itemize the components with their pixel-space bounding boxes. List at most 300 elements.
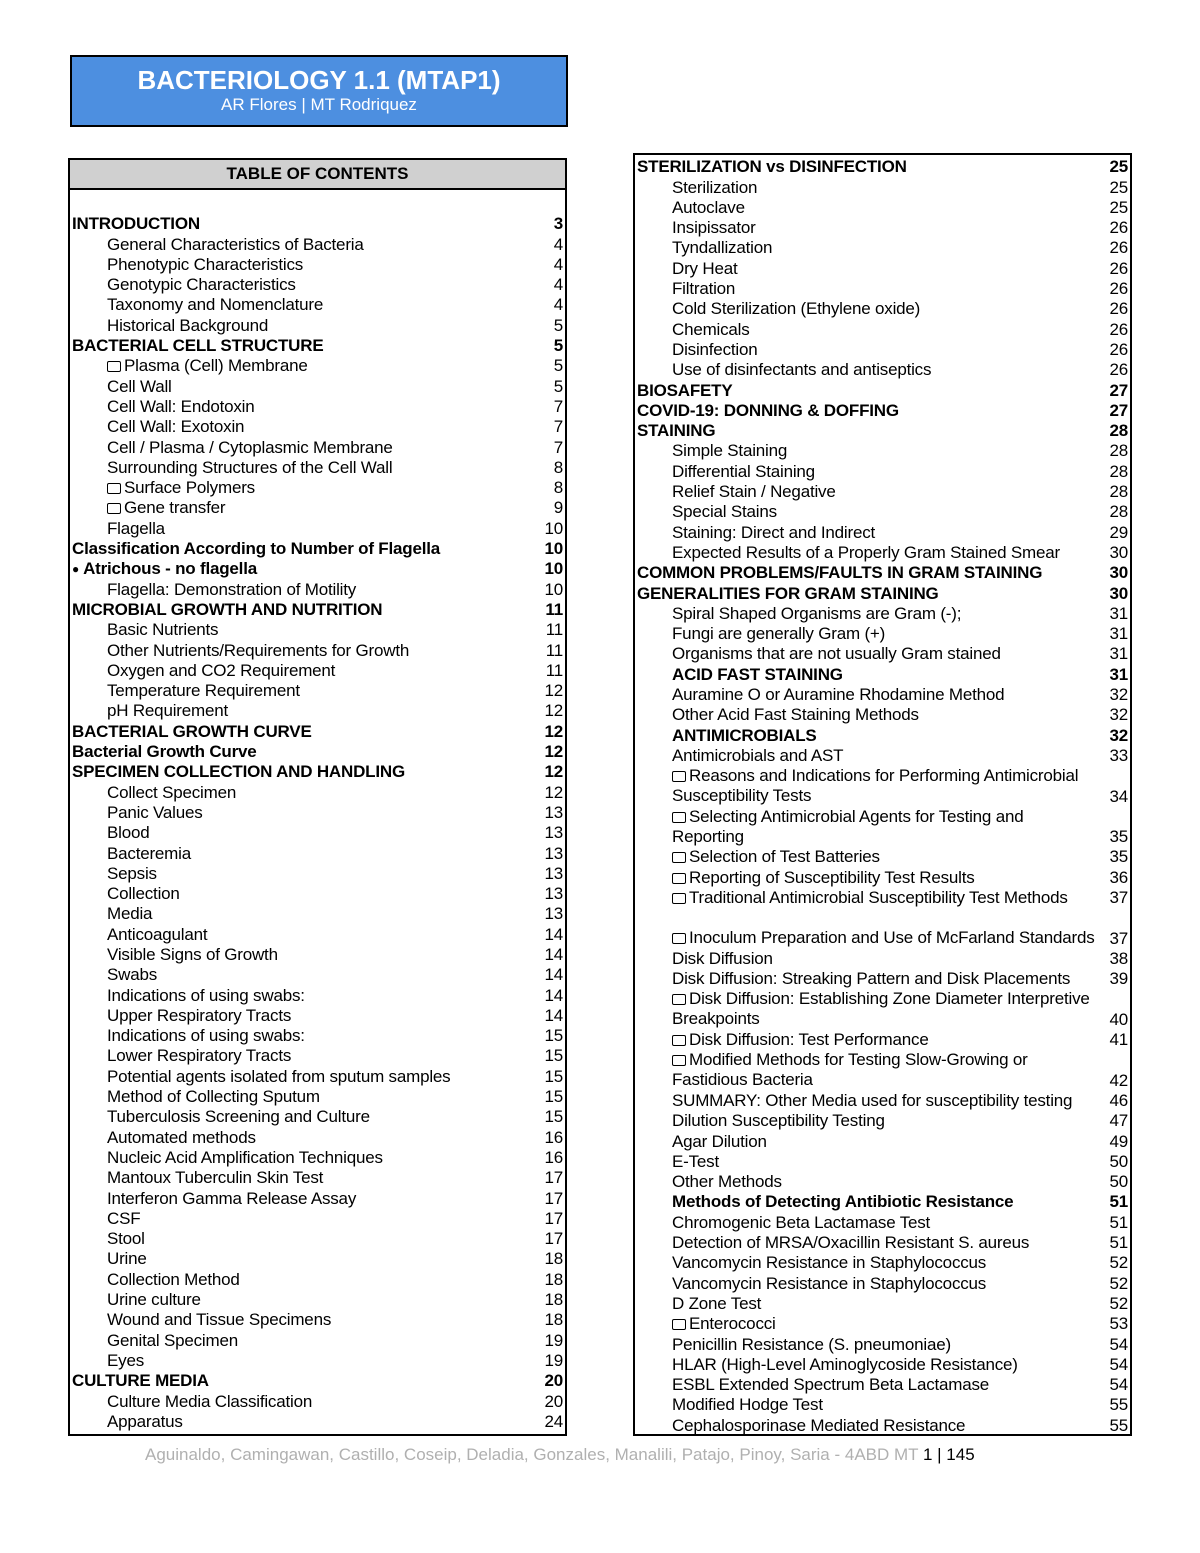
toc-entry-page: 55 (1109, 1395, 1128, 1415)
toc-entry[interactable] (70, 1026, 565, 1046)
toc-entry-text: Cell Wall: Exotoxin (107, 417, 245, 437)
toc-entry-label (635, 178, 1098, 198)
toc-entry-label (635, 563, 1098, 583)
toc-entry-label (635, 969, 1098, 989)
toc-entry-page: 27 (1109, 380, 1128, 400)
toc-entry[interactable] (70, 559, 565, 579)
toc-entry[interactable] (635, 1212, 1130, 1232)
toc-entry-page: 51 (1109, 1212, 1128, 1232)
toc-entry[interactable] (635, 380, 1130, 400)
toc-entry[interactable] (70, 275, 565, 295)
book-icon (107, 483, 121, 494)
toc-right-rows (635, 155, 1130, 1436)
toc-entry-text: Plasma (Cell) Membrane (124, 356, 308, 376)
toc-entry-text: Interferon Gamma Release Assay (107, 1188, 357, 1208)
toc-entry-page: 12 (544, 701, 563, 721)
toc-entry[interactable] (70, 498, 565, 518)
toc-entry-page: 25 (1109, 157, 1128, 177)
toc-entry-text: Differential Staining (672, 461, 815, 481)
toc-entry-text: D Zone Test (672, 1293, 762, 1313)
toc-entry[interactable] (70, 1107, 565, 1127)
toc-entry-text: Inoculum Preparation and Use of McFarland Standards (689, 928, 1095, 948)
toc-entry[interactable] (70, 661, 565, 681)
toc-entry-text: Special Stains (672, 502, 777, 522)
toc-entry[interactable] (635, 664, 1130, 684)
toc-entry-page: 5 (553, 336, 563, 356)
doc-authors: AR Flores | MT Rodriquez (221, 95, 417, 114)
toc-entry[interactable] (635, 989, 1130, 1030)
toc-entry-page: 10 (544, 539, 563, 559)
toc-entry-label (635, 482, 1098, 502)
toc-entry-label (635, 1132, 1098, 1152)
toc-entry-text: Vancomycin Resistance in Staphylococcus (672, 1253, 987, 1273)
toc-entry[interactable] (70, 721, 565, 741)
toc-entry[interactable] (635, 766, 1130, 807)
toc-entry-page: 20 (544, 1391, 563, 1411)
toc-entry-text: Staining: Direct and Indirect (672, 522, 876, 542)
toc-entry[interactable] (635, 360, 1130, 380)
toc-entry-text: Cephalosporinase Mediated Resistance (672, 1415, 966, 1435)
toc-entry-page: 18 (544, 1269, 563, 1289)
book-icon (672, 893, 686, 904)
toc-entry-label (70, 275, 533, 295)
toc-entry-label (70, 803, 533, 823)
toc-entry[interactable] (635, 583, 1130, 603)
toc-entry-label (70, 1270, 533, 1290)
toc-entry[interactable] (70, 945, 565, 965)
toc-entry[interactable] (70, 579, 565, 599)
toc-entry[interactable] (635, 441, 1130, 461)
toc-entry-label (635, 928, 1098, 948)
toc-entry-text: Method of Collecting Sputum (107, 1087, 320, 1107)
toc-entry[interactable] (70, 1209, 565, 1229)
toc-entry[interactable] (70, 417, 565, 437)
toc-entry[interactable] (70, 782, 565, 802)
toc-entry[interactable] (70, 255, 565, 275)
toc-entry-label (635, 157, 1098, 177)
toc-entry-text: Penicillin Resistance (S. pneumoniae) (672, 1334, 951, 1354)
toc-entry-label (70, 1189, 533, 1209)
toc-entry-page: 26 (1109, 360, 1128, 380)
toc-entry-page: 37 (1109, 928, 1128, 948)
toc-entry[interactable] (70, 397, 565, 417)
toc-entry-text: SPECIMEN COLLECTION AND HANDLING (72, 762, 405, 782)
toc-entry-page: 18 (544, 1310, 563, 1330)
toc-entry-text: Genital Specimen (107, 1330, 238, 1350)
toc-entry-page: 31 (1109, 603, 1128, 623)
toc-entry-label (70, 539, 533, 559)
toc-heading: TABLE OF CONTENTS (70, 160, 565, 190)
toc-entry[interactable] (635, 1294, 1130, 1314)
doc-title: BACTERIOLOGY 1.1 (MTAP1) (137, 65, 501, 95)
toc-entry[interactable] (635, 1273, 1130, 1293)
toc-entry-page: 16 (544, 1127, 563, 1147)
toc-entry[interactable] (70, 924, 565, 944)
toc-entry[interactable] (635, 949, 1130, 969)
toc-entry[interactable] (635, 319, 1130, 339)
toc-entry[interactable] (70, 620, 565, 640)
toc-entry[interactable] (635, 522, 1130, 542)
toc-entry[interactable] (635, 867, 1130, 887)
toc-entry-label (70, 620, 533, 640)
toc-entry-page: 19 (544, 1350, 563, 1370)
toc-entry-label (70, 438, 533, 458)
toc-entry-page: 31 (1109, 644, 1128, 664)
toc-entry-label (70, 1392, 533, 1412)
toc-entry-label (635, 665, 1098, 685)
toc-entry-text: pH Requirement (107, 701, 228, 721)
toc-entry[interactable] (635, 685, 1130, 705)
toc-entry[interactable] (70, 742, 565, 762)
toc-entry-label (70, 377, 533, 397)
toc-entry[interactable] (70, 539, 565, 559)
toc-entry-text: Spiral Shaped Organisms are Gram (-); (672, 603, 962, 623)
toc-entry-label (635, 1355, 1098, 1375)
toc-entry[interactable] (635, 1050, 1130, 1091)
toc-entry[interactable] (635, 1030, 1130, 1050)
toc-entry[interactable] (70, 1371, 565, 1391)
toc-entry[interactable] (635, 1334, 1130, 1354)
toc-entry[interactable] (70, 458, 565, 478)
toc-entry-text: BIOSAFETY (637, 380, 733, 400)
toc-entry-page: 4 (553, 275, 563, 295)
toc-entry-page: 9 (553, 498, 563, 518)
toc-entry-label (70, 498, 533, 518)
toc-entry-label (70, 884, 533, 904)
toc-entry-label (635, 989, 1098, 1030)
toc-entry-label (635, 401, 1098, 421)
toc-entry[interactable] (635, 705, 1130, 725)
toc-entry[interactable] (70, 1188, 565, 1208)
toc-entry-text: Collection (107, 884, 180, 904)
toc-entry-label (70, 1006, 533, 1026)
toc-entry-label (635, 1172, 1098, 1192)
toc-entry-text: GENERALITIES FOR GRAM STAINING (637, 583, 939, 603)
toc-entry-text: Disk Diffusion: Streaking Pattern and Disk Placements (672, 969, 1071, 989)
toc-entry[interactable] (70, 518, 565, 538)
toc-entry[interactable] (70, 437, 565, 457)
toc-entry[interactable] (635, 238, 1130, 258)
toc-entry-page: 3 (553, 214, 563, 234)
toc-entry[interactable] (70, 1127, 565, 1147)
toc-entry-label (635, 1294, 1098, 1314)
book-icon (107, 361, 121, 372)
toc-entry-text: Chromogenic Beta Lactamase Test (672, 1212, 931, 1232)
toc-entry-text: Auramine O or Auramine Rhodamine Method (672, 685, 1005, 705)
toc-entry[interactable] (70, 214, 565, 234)
toc-entry-label (635, 1152, 1098, 1172)
toc-entry-text: Cold Sterilization (Ethylene oxide) (672, 299, 921, 319)
toc-entry-text: Bacteremia (107, 843, 191, 863)
toc-entry-text: Blood (107, 823, 150, 843)
toc-entry[interactable] (70, 478, 565, 498)
toc-entry-page: 26 (1109, 299, 1128, 319)
toc-entry-text: Dilution Susceptibility Testing (672, 1111, 885, 1131)
toc-entry[interactable] (635, 482, 1130, 502)
toc-entry-label (635, 259, 1098, 279)
toc-entry-label (70, 864, 533, 884)
toc-entry-label (635, 644, 1098, 664)
toc-entry-label (70, 214, 533, 234)
toc-entry-text: HLAR (High-Level Aminoglycoside Resistance) (672, 1354, 1018, 1374)
toc-entry[interactable] (70, 1290, 565, 1310)
toc-entry-label (635, 1091, 1098, 1111)
toc-entry[interactable] (70, 823, 565, 843)
toc-entry-text: Relief Stain / Negative (672, 482, 836, 502)
toc-entry[interactable] (635, 543, 1130, 563)
toc-entry-label (635, 685, 1098, 705)
toc-entry[interactable] (635, 279, 1130, 299)
toc-entry-page: 4 (553, 254, 563, 274)
toc-entry-page: 15 (544, 1107, 563, 1127)
toc-entry[interactable] (635, 908, 1130, 949)
toc-entry[interactable] (70, 1006, 565, 1026)
toc-entry-label (70, 641, 533, 661)
toc-entry-page: 25 (1109, 177, 1128, 197)
toc-entry[interactable] (635, 1172, 1130, 1192)
toc-entry[interactable] (70, 701, 565, 721)
toc-entry[interactable] (635, 1111, 1130, 1131)
toc-entry[interactable] (70, 600, 565, 620)
toc-entry[interactable] (635, 624, 1130, 644)
toc-entry-page: 7 (553, 417, 563, 437)
toc-entry[interactable] (635, 746, 1130, 766)
toc-entry-label (70, 965, 533, 985)
toc-entry[interactable] (70, 1310, 565, 1330)
toc-entry-text: Filtration (672, 279, 736, 299)
toc-entry[interactable] (635, 1192, 1130, 1212)
toc-entry[interactable] (70, 376, 565, 396)
toc-entry-text: Swabs (107, 965, 158, 985)
toc-entry-page: 17 (544, 1188, 563, 1208)
toc-entry[interactable] (635, 502, 1130, 522)
toc-entry[interactable] (70, 1391, 565, 1411)
toc-entry[interactable] (635, 1375, 1130, 1395)
toc-entry-page: 12 (544, 721, 563, 741)
toc-entry[interactable] (70, 640, 565, 660)
toc-entry[interactable] (70, 985, 565, 1005)
toc-entry-page: 11 (545, 640, 563, 660)
toc-entry-page: 49 (1109, 1131, 1128, 1151)
toc-entry-text: ACID FAST STAINING (672, 664, 843, 684)
toc-entry[interactable] (635, 299, 1130, 319)
toc-entry[interactable] (635, 1314, 1130, 1334)
toc-entry-page: 42 (1109, 1070, 1128, 1090)
toc-entry[interactable] (635, 177, 1130, 197)
toc-entry-label (70, 904, 533, 924)
toc-entry[interactable] (635, 421, 1130, 441)
toc-entry-page: 30 (1109, 563, 1128, 583)
toc-entry[interactable] (635, 1253, 1130, 1273)
toc-entry-text: Disinfection (672, 339, 758, 359)
toc-entry[interactable] (70, 1249, 565, 1269)
toc-entry-label (635, 604, 1098, 624)
toc-entry-page: 35 (1109, 827, 1128, 847)
toc-entry[interactable] (70, 234, 565, 254)
book-icon (672, 1035, 686, 1046)
toc-entry-text: Upper Respiratory Tracts (107, 1005, 292, 1025)
toc-entry-text: Other Methods (672, 1172, 782, 1192)
toc-entry-text: Indications of using swabs: (107, 985, 305, 1005)
toc-entry-text: Panic Values (107, 802, 203, 822)
toc-entry-label (70, 1371, 533, 1391)
toc-entry[interactable] (70, 884, 565, 904)
toc-entry-text: SUMMARY: Other Media used for susceptibility testing (672, 1090, 1073, 1110)
toc-entry-page: 5 (553, 315, 563, 335)
toc-entry[interactable] (70, 904, 565, 924)
toc-entry[interactable] (70, 965, 565, 985)
toc-entry[interactable] (70, 762, 565, 782)
toc-entry-label (635, 1314, 1098, 1334)
toc-entry-text: COVID-19: DONNING & DOFFING (637, 400, 899, 420)
toc-entry[interactable] (635, 401, 1130, 421)
toc-entry-label (70, 742, 533, 762)
toc-entry-page: 32 (1109, 705, 1128, 725)
toc-entry-page: 18 (544, 1249, 563, 1269)
footer (145, 1445, 975, 1465)
toc-entry-page: 52 (1109, 1293, 1128, 1313)
toc-entry[interactable] (70, 1330, 565, 1350)
toc-entry-page: 33 (1109, 745, 1128, 765)
toc-entry[interactable] (635, 1395, 1130, 1415)
toc-entry-text: Modified Hodge Test (672, 1395, 823, 1415)
toc-entry-page: 8 (553, 478, 563, 498)
toc-entry-text: Flagella: Demonstration of Motility (107, 579, 357, 599)
toc-entry-page: 36 (1109, 867, 1128, 887)
toc-entry-page: 30 (1109, 542, 1128, 562)
toc-entry-page: 15 (544, 1046, 563, 1066)
footer-page-number: 1 | 145 (922, 1445, 975, 1464)
toc-entry[interactable] (70, 1148, 565, 1168)
toc-entry-page: 11 (545, 599, 563, 619)
toc-entry-label (70, 1067, 533, 1087)
toc-entry-text: Traditional Antimicrobial Susceptibility Test Methods (689, 887, 1068, 907)
toc-entry-label (70, 1128, 533, 1148)
toc-entry-label (635, 238, 1098, 258)
toc-entry[interactable] (635, 725, 1130, 745)
toc-entry-label (635, 1192, 1098, 1212)
toc-entry[interactable] (70, 356, 565, 376)
toc-entry[interactable] (635, 969, 1130, 989)
toc-entry-label (70, 559, 533, 579)
toc-entry-page: 50 (1109, 1172, 1128, 1192)
toc-entry-text: General Characteristics of Bacteria (107, 234, 364, 254)
toc-entry[interactable] (70, 843, 565, 863)
toc-entry-text: Automated methods (107, 1127, 256, 1147)
toc-entry-page: 34 (1109, 786, 1128, 806)
toc-entry[interactable] (635, 807, 1130, 848)
toc-entry-page: 37 (1109, 887, 1128, 907)
toc-entry-label (70, 681, 533, 701)
toc-entry-label (70, 255, 533, 275)
toc-entry[interactable] (635, 461, 1130, 481)
toc-entry-text: Phenotypic Characteristics (107, 254, 304, 274)
toc-entry-page: 13 (544, 843, 563, 863)
toc-entry-label (70, 235, 533, 255)
toc-entry-text: Gene transfer (124, 498, 226, 518)
toc-entry[interactable] (70, 336, 565, 356)
toc-entry-text: Bacterial Growth Curve (72, 742, 257, 762)
toc-entry-label (70, 661, 533, 681)
toc-entry[interactable] (635, 888, 1130, 908)
toc-entry-label (635, 584, 1098, 604)
toc-entry[interactable] (635, 847, 1130, 867)
toc-entry[interactable] (635, 258, 1130, 278)
toc-entry-label (635, 705, 1098, 725)
toc-entry[interactable] (70, 1351, 565, 1371)
toc-entry-label (70, 600, 533, 620)
toc-entry-page: 7 (553, 396, 563, 416)
toc-entry-label (635, 1213, 1098, 1233)
toc-entry[interactable] (635, 340, 1130, 360)
toc-entry[interactable] (635, 218, 1130, 238)
toc-entry-text: Classification According to Number of Flagella (72, 539, 441, 559)
toc-entry-page: 39 (1109, 969, 1128, 989)
toc-entry-page: 31 (1109, 624, 1128, 644)
toc-entry-page: 28 (1109, 502, 1128, 522)
toc-entry[interactable] (70, 803, 565, 823)
toc-entry[interactable] (70, 1087, 565, 1107)
toc-entry[interactable] (635, 157, 1130, 177)
toc-entry-text: Fungi are generally Gram (+) (672, 624, 886, 644)
toc-entry-page: 10 (544, 559, 563, 579)
toc-entry-text: Simple Staining (672, 441, 788, 461)
toc-entry[interactable] (635, 1152, 1130, 1172)
toc-entry-text: Nucleic Acid Amplification Techniques (107, 1147, 383, 1167)
toc-entry-page: 13 (544, 863, 563, 883)
toc-entry[interactable] (635, 604, 1130, 624)
toc-entry[interactable] (70, 681, 565, 701)
toc-entry[interactable] (635, 1355, 1130, 1375)
toc-entry-label (70, 458, 533, 478)
toc-entry[interactable] (70, 1412, 565, 1432)
toc-entry[interactable] (70, 1229, 565, 1249)
toc-entry-text: Disk Diffusion (672, 948, 773, 968)
toc-entry-label (70, 722, 533, 742)
toc-entry[interactable] (635, 1415, 1130, 1435)
toc-entry[interactable] (70, 1269, 565, 1289)
toc-entry[interactable] (635, 563, 1130, 583)
toc-entry-text: Dry Heat (672, 258, 738, 278)
toc-entry[interactable] (70, 1168, 565, 1188)
toc-entry-text: Detection of MRSA/Oxacillin Resistant S. aureus (672, 1233, 1030, 1253)
toc-entry[interactable] (70, 1066, 565, 1086)
toc-entry[interactable] (635, 198, 1130, 218)
toc-entry-label (635, 320, 1098, 340)
toc-entry[interactable] (70, 315, 565, 335)
toc-entry-page: 15 (544, 1087, 563, 1107)
toc-entry[interactable] (635, 1091, 1130, 1111)
toc-entry[interactable] (70, 295, 565, 315)
toc-entry[interactable] (635, 1233, 1130, 1253)
toc-entry-label (70, 1249, 533, 1269)
toc-entry[interactable] (635, 644, 1130, 664)
toc-entry[interactable] (70, 1046, 565, 1066)
toc-entry-label (635, 1416, 1098, 1436)
toc-entry-text: Cell Wall: Endotoxin (107, 396, 255, 416)
toc-entry-label (70, 417, 533, 437)
toc-entry-label (70, 1148, 533, 1168)
toc-entry-label (70, 925, 533, 945)
book-icon (672, 1319, 686, 1330)
toc-entry[interactable] (635, 1131, 1130, 1151)
toc-entry-label (635, 299, 1098, 319)
toc-entry-label (635, 847, 1098, 867)
toc-entry-text: E-Test (672, 1151, 719, 1171)
toc-entry-text: ANTIMICROBIALS (672, 725, 817, 745)
toc-entry[interactable] (70, 864, 565, 884)
toc-entry-label (70, 844, 533, 864)
